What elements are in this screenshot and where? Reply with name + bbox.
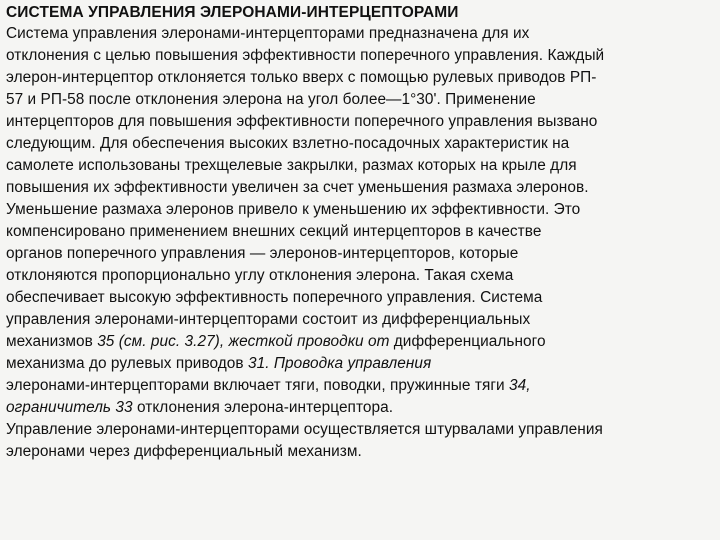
text-segment: механизмов [6,333,98,350]
italic-text-segment: ограничитель 33 [6,399,133,416]
body-text-line [6,441,714,463]
text-segment: Система управления элеронами-интерцепторами предназначена для их [6,25,530,42]
body-text-line [6,309,714,331]
body-text-line [6,111,714,133]
body-text-line [6,155,714,177]
text-segment: интерцепторов для повышения эффективности поперечного управления вызвано [6,113,598,130]
text-segment: самолете использованы трехщелевые закрылки, размах которых на крыле для [6,157,577,174]
italic-text-segment: 31. Проводка управления [247,355,432,372]
text-segment: отклоняются пропорционально углу отклонения элерона. Такая схема [6,267,514,284]
document-body [6,23,714,463]
body-text-line [6,375,714,397]
body-text-line [6,199,714,221]
body-text-line [6,45,714,67]
italic-text-segment: 35 (см. рис. 3.27), жесткой проводки от [97,333,390,350]
body-text-line [6,397,714,419]
body-text-line [6,243,714,265]
text-segment: отклонения с целью повышения эффективности поперечного управления. Каждый [6,47,605,64]
text-segment: элеронами через дифференциальный механизм. [6,443,362,460]
text-segment: управления элеронами-интерцепторами состоит из дифференциальных [6,311,531,328]
text-segment: органов поперечного управления — элеронов-интерцепторов, которые [6,245,519,262]
text-segment: обеспечивает высокую эффективность поперечного управления. Система [6,289,543,306]
text-segment: элеронами-интерцепторами включает тяги, поводки, пружинные тяги [6,377,509,394]
body-text-line [6,67,714,89]
text-segment: отклонения элерона-интерцептора. [132,399,394,416]
body-text-line [6,331,714,353]
text-segment: следующим. Для обеспечения высоких взлетно-посадочных характеристик на [6,135,570,152]
document-title: СИСТЕМА УПРАВЛЕНИЯ ЭЛЕРОНАМИ-ИНТЕРЦЕПТОРАМИ [6,4,459,21]
text-segment: Управление элеронами-интерцепторами осуществляется штурвалами управления [6,421,603,438]
text-segment: повышения их эффективности увеличен за счет уменьшения размаха элеронов. [6,179,589,196]
text-segment: Уменьшение размаха элеронов привело к уменьшению их эффективности. Это [6,201,581,218]
text-segment: компенсировано применением внешних секций интерцепторов в качестве [6,223,542,240]
body-text-line [6,353,714,375]
text-segment: дифференциального [389,333,546,350]
body-text-line [6,265,714,287]
body-text-line [6,177,714,199]
body-text-line [6,287,714,309]
body-text-line [6,23,714,45]
text-segment: 57 и РП-58 после отклонения элерона на угол более—1°30'. Применение [6,91,536,108]
body-text-line [6,133,714,155]
italic-text-segment: 34, [508,377,531,394]
text-segment: механизма до рулевых приводов [6,355,248,372]
body-text-line [6,419,714,441]
body-text-line [6,89,714,111]
text-segment: элерон-интерцептор отклоняется только вверх с помощью рулевых приводов РП- [6,69,597,86]
body-text-line [6,221,714,243]
